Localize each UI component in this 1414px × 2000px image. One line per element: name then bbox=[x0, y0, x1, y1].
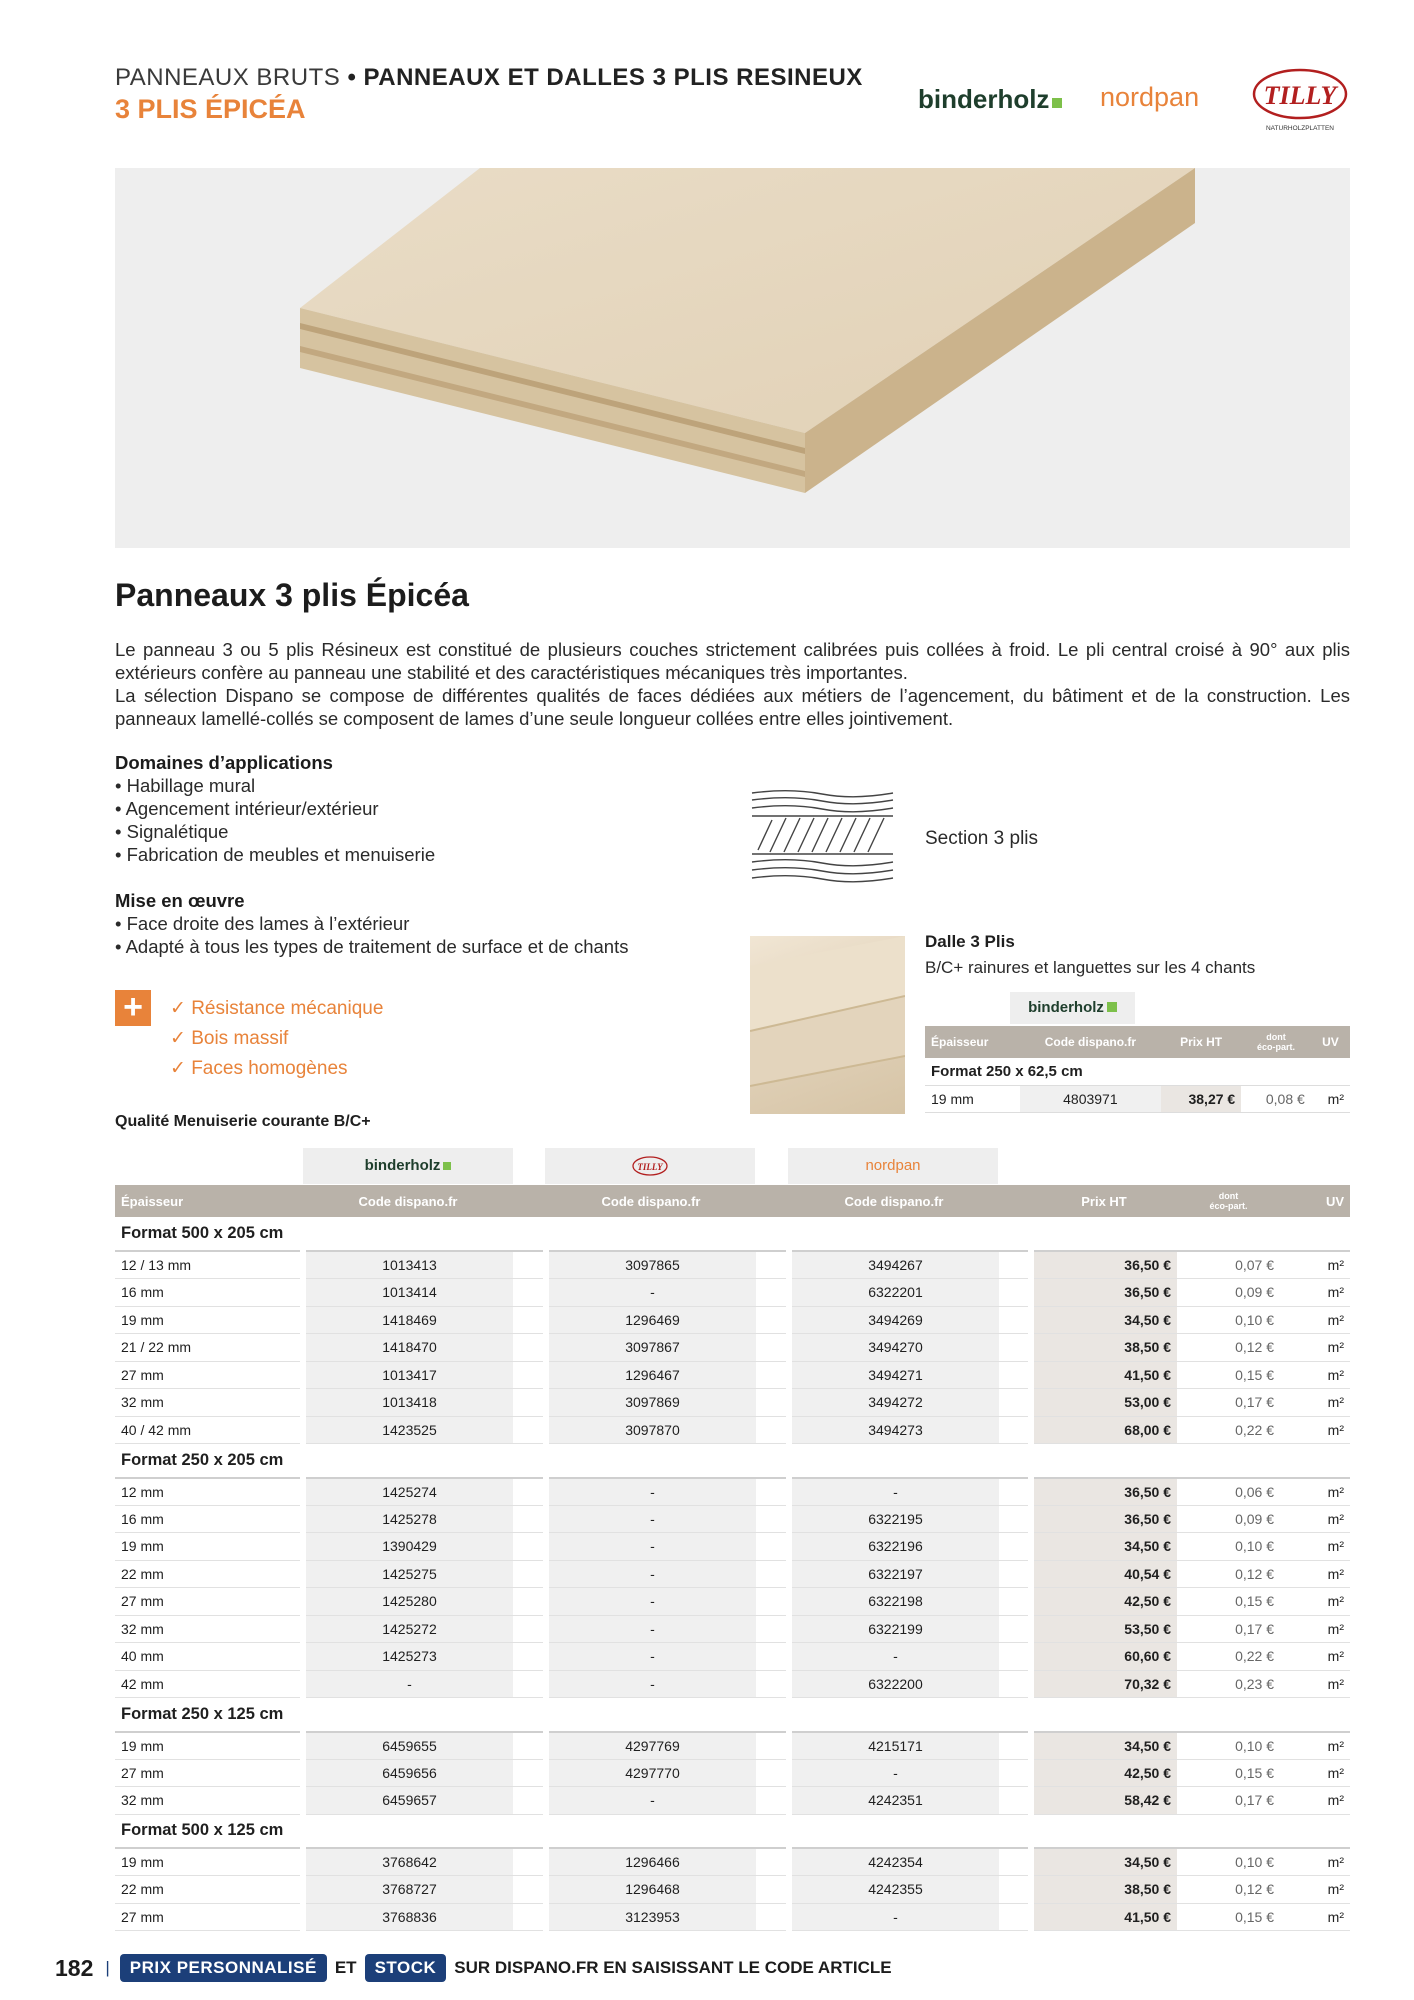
nordpan-code-cell: 4242351 bbox=[789, 1787, 999, 1815]
price-cell: 36,50 € bbox=[1031, 1505, 1177, 1533]
tilly-code-cell: 3097870 bbox=[546, 1416, 756, 1444]
tilly-code-cell: - bbox=[546, 1560, 756, 1588]
installation-heading: Mise en œuvre bbox=[115, 890, 245, 911]
category-label: PANNEAUX BRUTS bbox=[115, 64, 341, 91]
list-item: • Adapté à tous les types de traitement de surface et de chants bbox=[115, 936, 629, 957]
column-header: dont éco-part. bbox=[1177, 1185, 1280, 1217]
section-label: Section 3 plis bbox=[925, 828, 1039, 849]
unit-cell: m² bbox=[1280, 1787, 1350, 1815]
binderholz-code-cell: 1013414 bbox=[303, 1279, 513, 1307]
binderholz-logo: binderholz bbox=[918, 84, 1062, 115]
footer-text: SUR DISPANO.FR EN SAISISSANT LE CODE ARTICLE bbox=[454, 1958, 892, 1977]
column-header: Code dispano.fr bbox=[1020, 1026, 1161, 1058]
eco-cell: 0,17 € bbox=[1177, 1787, 1280, 1815]
unit-cell: m² bbox=[1280, 1643, 1350, 1671]
table-row bbox=[115, 1279, 1350, 1307]
table-row bbox=[115, 1588, 1350, 1616]
nordpan-code-cell: 6322198 bbox=[789, 1588, 999, 1616]
thickness-cell: 40 mm bbox=[115, 1643, 303, 1671]
price-table bbox=[115, 1185, 1350, 1931]
binderholz-code-cell: 3768642 bbox=[303, 1848, 513, 1876]
format-label: Format 250 x 125 cm bbox=[115, 1698, 1350, 1732]
subcategory-label: PANNEAUX ET DALLES 3 PLIS RESINEUX bbox=[363, 64, 863, 91]
thickness-cell: 40 / 42 mm bbox=[115, 1416, 303, 1444]
price-cell: 41,50 € bbox=[1031, 1361, 1177, 1389]
thickness-cell: 19 mm bbox=[115, 1533, 303, 1561]
list-item: • Face droite des lames à l’extérieur bbox=[115, 913, 410, 934]
binderholz-code-cell: 6459655 bbox=[303, 1732, 513, 1760]
column-header: Prix HT bbox=[1031, 1185, 1177, 1217]
tilly-logo bbox=[1250, 66, 1350, 136]
column-header: UV bbox=[1280, 1185, 1350, 1217]
thickness-cell: 19 mm bbox=[115, 1848, 303, 1876]
tilly-code-cell: - bbox=[546, 1615, 756, 1643]
plus-icon: + bbox=[115, 990, 151, 1026]
price-cell: 68,00 € bbox=[1031, 1416, 1177, 1444]
binderholz-code-cell: 1013413 bbox=[303, 1251, 513, 1279]
unit-cell: m² bbox=[1280, 1732, 1350, 1760]
applications-heading: Domaines d’applications bbox=[115, 752, 333, 773]
price-cell: 70,32 € bbox=[1031, 1670, 1177, 1698]
table-row bbox=[115, 1848, 1350, 1876]
svg-text:TILLY: TILLY bbox=[637, 1161, 663, 1172]
table-row bbox=[115, 1732, 1350, 1760]
table-row bbox=[115, 1560, 1350, 1588]
section-diagram-icon bbox=[750, 788, 895, 883]
dalle-price-table bbox=[925, 1026, 1350, 1113]
table-row bbox=[115, 1334, 1350, 1362]
thickness-cell: 22 mm bbox=[115, 1876, 303, 1904]
thickness-cell: 16 mm bbox=[115, 1505, 303, 1533]
unit-cell: m² bbox=[1280, 1588, 1350, 1616]
format-row bbox=[115, 1217, 1350, 1251]
nordpan-code-cell: 3494272 bbox=[789, 1389, 999, 1417]
thickness-cell: 12 / 13 mm bbox=[115, 1251, 303, 1279]
intro-text bbox=[115, 638, 1350, 730]
nordpan-code-cell: - bbox=[789, 1478, 999, 1506]
price-cell: 42,50 € bbox=[1031, 1588, 1177, 1616]
price-cell: 36,50 € bbox=[1031, 1279, 1177, 1307]
product-hero-image bbox=[115, 168, 1350, 548]
format-row bbox=[115, 1444, 1350, 1478]
binderholz-logo: binderholz bbox=[303, 1148, 513, 1184]
eco-cell: 0,23 € bbox=[1177, 1670, 1280, 1698]
thickness-cell: 27 mm bbox=[115, 1588, 303, 1616]
binderholz-code-cell: 6459656 bbox=[303, 1759, 513, 1787]
unit-cell: m² bbox=[1280, 1903, 1350, 1931]
benefits-list bbox=[170, 994, 383, 1084]
applications-section bbox=[115, 752, 435, 866]
intro-paragraph: Le panneau 3 ou 5 plis Résineux est constitué de plusieurs couches strictement calibrées puis collées à froid. Le pli central croisé à 90° aux plis extérieurs confère au panneau une stabilité et des caractéristiques mécaniques très importantes. bbox=[115, 639, 1350, 683]
price-cell: 34,50 € bbox=[1031, 1306, 1177, 1334]
thickness-cell: 21 / 22 mm bbox=[115, 1334, 303, 1362]
list-item: • Fabrication de meubles et menuiserie bbox=[115, 844, 436, 865]
column-header: Code dispano.fr bbox=[303, 1185, 513, 1217]
tilly-code-cell: - bbox=[546, 1588, 756, 1616]
binderholz-code-cell: 1423525 bbox=[303, 1416, 513, 1444]
eco-cell: 0,15 € bbox=[1177, 1759, 1280, 1787]
thickness-cell: 16 mm bbox=[115, 1279, 303, 1307]
nordpan-code-cell: 3494273 bbox=[789, 1416, 999, 1444]
price-cell: 40,54 € bbox=[1031, 1560, 1177, 1588]
eco-cell: 0,12 € bbox=[1177, 1334, 1280, 1362]
benefit-item: ✓ Résistance mécanique bbox=[170, 998, 384, 1019]
binderholz-code-cell: 1013417 bbox=[303, 1361, 513, 1389]
thickness-cell: 19 mm bbox=[115, 1732, 303, 1760]
binderholz-code-cell: 1418470 bbox=[303, 1334, 513, 1362]
binderholz-code-cell: 1425280 bbox=[303, 1588, 513, 1616]
nordpan-code-cell: 3494270 bbox=[789, 1334, 999, 1362]
eco-cell: 0,06 € bbox=[1177, 1478, 1280, 1506]
eco-cell: 0,10 € bbox=[1177, 1533, 1280, 1561]
thickness-cell: 32 mm bbox=[115, 1389, 303, 1417]
table-row bbox=[115, 1251, 1350, 1279]
binderholz-code-cell: 1425274 bbox=[303, 1478, 513, 1506]
page-footer bbox=[55, 1952, 900, 1984]
tilly-code-cell: - bbox=[546, 1787, 756, 1815]
binderholz-logo: binderholz bbox=[1010, 992, 1135, 1024]
thickness-cell: 42 mm bbox=[115, 1670, 303, 1698]
eco-cell: 0,10 € bbox=[1177, 1306, 1280, 1334]
dalle-subtitle: B/C+ rainures et languettes sur les 4 chants bbox=[925, 958, 1256, 977]
unit-cell: m² bbox=[1280, 1848, 1350, 1876]
eco-cell: 0,17 € bbox=[1177, 1615, 1280, 1643]
nordpan-code-cell: 6322200 bbox=[789, 1670, 999, 1698]
binderholz-code-cell: - bbox=[303, 1670, 513, 1698]
eco-cell: 0,22 € bbox=[1177, 1643, 1280, 1671]
breadcrumb-separator: • bbox=[347, 64, 357, 91]
price-cell: 38,50 € bbox=[1031, 1334, 1177, 1362]
eco-cell: 0,15 € bbox=[1177, 1588, 1280, 1616]
eco-cell: 0,12 € bbox=[1177, 1876, 1280, 1904]
unit-cell: m² bbox=[1311, 1085, 1350, 1112]
tilly-code-cell: 1296467 bbox=[546, 1361, 756, 1389]
price-cell: 34,50 € bbox=[1031, 1533, 1177, 1561]
nordpan-code-cell: - bbox=[789, 1759, 999, 1787]
format-row bbox=[115, 1698, 1350, 1732]
price-cell: 38,50 € bbox=[1031, 1876, 1177, 1904]
unit-cell: m² bbox=[1280, 1876, 1350, 1904]
table-row bbox=[115, 1876, 1350, 1904]
price-cell: 58,42 € bbox=[1031, 1787, 1177, 1815]
unit-cell: m² bbox=[1280, 1306, 1350, 1334]
nordpan-logo: nordpan bbox=[788, 1148, 998, 1184]
column-header: UV bbox=[1311, 1026, 1350, 1058]
list-item: • Habillage mural bbox=[115, 775, 256, 796]
binderholz-code-cell: 3768836 bbox=[303, 1903, 513, 1931]
unit-cell: m² bbox=[1280, 1361, 1350, 1389]
list-item: • Agencement intérieur/extérieur bbox=[115, 798, 379, 819]
eco-cell: 0,09 € bbox=[1177, 1279, 1280, 1307]
format-row bbox=[115, 1814, 1350, 1848]
thickness-cell: 32 mm bbox=[115, 1615, 303, 1643]
product-line-label: 3 PLIS ÉPICÉA bbox=[115, 94, 306, 124]
price-cell: 36,50 € bbox=[1031, 1251, 1177, 1279]
nordpan-code-cell: 4215171 bbox=[789, 1732, 999, 1760]
price-cell: 36,50 € bbox=[1031, 1478, 1177, 1506]
footer-separator: | bbox=[105, 1958, 110, 1977]
thickness-cell: 27 mm bbox=[115, 1903, 303, 1931]
binderholz-code-cell: 3768727 bbox=[303, 1876, 513, 1904]
eco-cell: 0,10 € bbox=[1177, 1848, 1280, 1876]
unit-cell: m² bbox=[1280, 1560, 1350, 1588]
eco-cell: 0,09 € bbox=[1177, 1505, 1280, 1533]
unit-cell: m² bbox=[1280, 1389, 1350, 1417]
code-cell: 4803971 bbox=[1020, 1085, 1161, 1112]
table-row bbox=[115, 1533, 1350, 1561]
nordpan-code-cell: 3494271 bbox=[789, 1361, 999, 1389]
eco-cell: 0,12 € bbox=[1177, 1560, 1280, 1588]
tilly-logo-text: TILLY bbox=[1263, 81, 1337, 110]
quality-label: Qualité Menuiserie courante B/C+ bbox=[115, 1113, 371, 1130]
binderholz-code-cell: 1013418 bbox=[303, 1389, 513, 1417]
unit-cell: m² bbox=[1280, 1416, 1350, 1444]
thickness-cell: 22 mm bbox=[115, 1560, 303, 1588]
column-header: Code dispano.fr bbox=[546, 1185, 756, 1217]
nordpan-code-cell: 6322195 bbox=[789, 1505, 999, 1533]
table-row bbox=[115, 1505, 1350, 1533]
unit-cell: m² bbox=[1280, 1670, 1350, 1698]
tilly-code-cell: 1296468 bbox=[546, 1876, 756, 1904]
thickness-cell: 32 mm bbox=[115, 1787, 303, 1815]
thickness-cell: 27 mm bbox=[115, 1759, 303, 1787]
page-title: Panneaux 3 plis Épicéa bbox=[115, 577, 469, 613]
table-row bbox=[115, 1787, 1350, 1815]
price-cell: 60,60 € bbox=[1031, 1643, 1177, 1671]
unit-cell: m² bbox=[1280, 1478, 1350, 1506]
intro-paragraph: La sélection Dispano se compose de différentes qualités de faces dédiées aux métiers de l’agencement, du bâtiment et de la construction. Les panneaux lamellé-collés se composent de lames d’une seule longueur collées entre elles jointivement. bbox=[115, 685, 1350, 729]
tilly-code-cell: 3097869 bbox=[546, 1389, 756, 1417]
page-header bbox=[115, 64, 863, 125]
tilly-logo bbox=[545, 1148, 755, 1184]
tilly-code-cell: 4297770 bbox=[546, 1759, 756, 1787]
eco-cell: 0,17 € bbox=[1177, 1389, 1280, 1417]
column-header: Épaisseur bbox=[925, 1026, 1020, 1058]
unit-cell: m² bbox=[1280, 1615, 1350, 1643]
tilly-code-cell: - bbox=[546, 1643, 756, 1671]
custom-price-badge: PRIX PERSONNALISÉ bbox=[120, 1954, 327, 1982]
binderholz-code-cell: 1390429 bbox=[303, 1533, 513, 1561]
table-row bbox=[115, 1361, 1350, 1389]
eco-cell: 0,10 € bbox=[1177, 1732, 1280, 1760]
benefit-item: ✓ Bois massif bbox=[170, 1028, 289, 1049]
tilly-code-cell: 1296469 bbox=[546, 1306, 756, 1334]
tilly-code-cell: 3097867 bbox=[546, 1334, 756, 1362]
nordpan-code-cell: 6322199 bbox=[789, 1615, 999, 1643]
format-label: Format 250 x 62,5 cm bbox=[925, 1058, 1350, 1085]
column-header: Épaisseur bbox=[115, 1185, 303, 1217]
price-cell: 34,50 € bbox=[1031, 1848, 1177, 1876]
tilly-code-cell: - bbox=[546, 1478, 756, 1506]
binderholz-code-cell: 1425272 bbox=[303, 1615, 513, 1643]
stock-badge: STOCK bbox=[365, 1954, 447, 1982]
thickness-cell: 27 mm bbox=[115, 1361, 303, 1389]
unit-cell: m² bbox=[1280, 1334, 1350, 1362]
unit-cell: m² bbox=[1280, 1279, 1350, 1307]
table-row bbox=[115, 1416, 1350, 1444]
binderholz-code-cell: 1425273 bbox=[303, 1643, 513, 1671]
dalle-title: Dalle 3 Plis bbox=[925, 932, 1015, 951]
binderholz-code-cell: 1425278 bbox=[303, 1505, 513, 1533]
nordpan-code-cell: 3494269 bbox=[789, 1306, 999, 1334]
table-row bbox=[115, 1670, 1350, 1698]
column-header: Prix HT bbox=[1161, 1026, 1241, 1058]
page-number: 182 bbox=[55, 1954, 94, 1981]
tilly-tagline: NATURHOLZPLATTEN bbox=[1265, 125, 1335, 132]
price-cell: 53,50 € bbox=[1031, 1615, 1177, 1643]
table-row bbox=[115, 1643, 1350, 1671]
tilly-code-cell: 1296466 bbox=[546, 1848, 756, 1876]
nordpan-code-cell: - bbox=[789, 1643, 999, 1671]
table-row bbox=[115, 1615, 1350, 1643]
dalle-product-image bbox=[750, 936, 905, 1114]
price-cell: 41,50 € bbox=[1031, 1903, 1177, 1931]
eco-cell: 0,15 € bbox=[1177, 1903, 1280, 1931]
table-row bbox=[115, 1389, 1350, 1417]
unit-cell: m² bbox=[1280, 1759, 1350, 1787]
tilly-code-cell: - bbox=[546, 1670, 756, 1698]
thickness-cell: 19 mm bbox=[925, 1085, 1020, 1112]
nordpan-code-cell: 3494267 bbox=[789, 1251, 999, 1279]
breadcrumb bbox=[115, 64, 863, 92]
eco-cell: 0,08 € bbox=[1241, 1085, 1311, 1112]
footer-and: ET bbox=[334, 1958, 357, 1977]
nordpan-code-cell: 4242355 bbox=[789, 1876, 999, 1904]
benefit-item: ✓ Faces homogènes bbox=[170, 1058, 348, 1079]
eco-cell: 0,07 € bbox=[1177, 1251, 1280, 1279]
column-header: Code dispano.fr bbox=[789, 1185, 999, 1217]
price-cell: 38,27 € bbox=[1161, 1085, 1241, 1112]
eco-cell: 0,22 € bbox=[1177, 1416, 1280, 1444]
format-label: Format 500 x 125 cm bbox=[115, 1814, 1350, 1848]
nordpan-code-cell: - bbox=[789, 1903, 999, 1931]
price-cell: 42,50 € bbox=[1031, 1759, 1177, 1787]
eco-cell: 0,15 € bbox=[1177, 1361, 1280, 1389]
nordpan-code-cell: 6322201 bbox=[789, 1279, 999, 1307]
tilly-code-cell: 3123953 bbox=[546, 1903, 756, 1931]
tilly-code-cell: 4297769 bbox=[546, 1732, 756, 1760]
list-item: • Signalétique bbox=[115, 821, 229, 842]
table-row bbox=[115, 1903, 1350, 1931]
tilly-code-cell: - bbox=[546, 1533, 756, 1561]
column-header: dont éco-part. bbox=[1241, 1026, 1311, 1058]
thickness-cell: 12 mm bbox=[115, 1478, 303, 1506]
format-label: Format 500 x 205 cm bbox=[115, 1217, 1350, 1251]
table-row bbox=[115, 1759, 1350, 1787]
table-row bbox=[115, 1478, 1350, 1506]
table-row bbox=[115, 1306, 1350, 1334]
unit-cell: m² bbox=[1280, 1251, 1350, 1279]
format-label: Format 250 x 205 cm bbox=[115, 1444, 1350, 1478]
table-row bbox=[925, 1085, 1350, 1112]
tilly-code-cell: - bbox=[546, 1279, 756, 1307]
unit-cell: m² bbox=[1280, 1505, 1350, 1533]
nordpan-code-cell: 6322197 bbox=[789, 1560, 999, 1588]
price-cell: 53,00 € bbox=[1031, 1389, 1177, 1417]
nordpan-code-cell: 4242354 bbox=[789, 1848, 999, 1876]
binderholz-code-cell: 1425275 bbox=[303, 1560, 513, 1588]
tilly-code-cell: - bbox=[546, 1505, 756, 1533]
price-cell: 34,50 € bbox=[1031, 1732, 1177, 1760]
nordpan-logo: nordpan bbox=[1100, 82, 1200, 112]
thickness-cell: 19 mm bbox=[115, 1306, 303, 1334]
unit-cell: m² bbox=[1280, 1533, 1350, 1561]
nordpan-code-cell: 6322196 bbox=[789, 1533, 999, 1561]
tilly-code-cell: 3097865 bbox=[546, 1251, 756, 1279]
binderholz-code-cell: 1418469 bbox=[303, 1306, 513, 1334]
binderholz-code-cell: 6459657 bbox=[303, 1787, 513, 1815]
installation-section bbox=[115, 890, 628, 958]
